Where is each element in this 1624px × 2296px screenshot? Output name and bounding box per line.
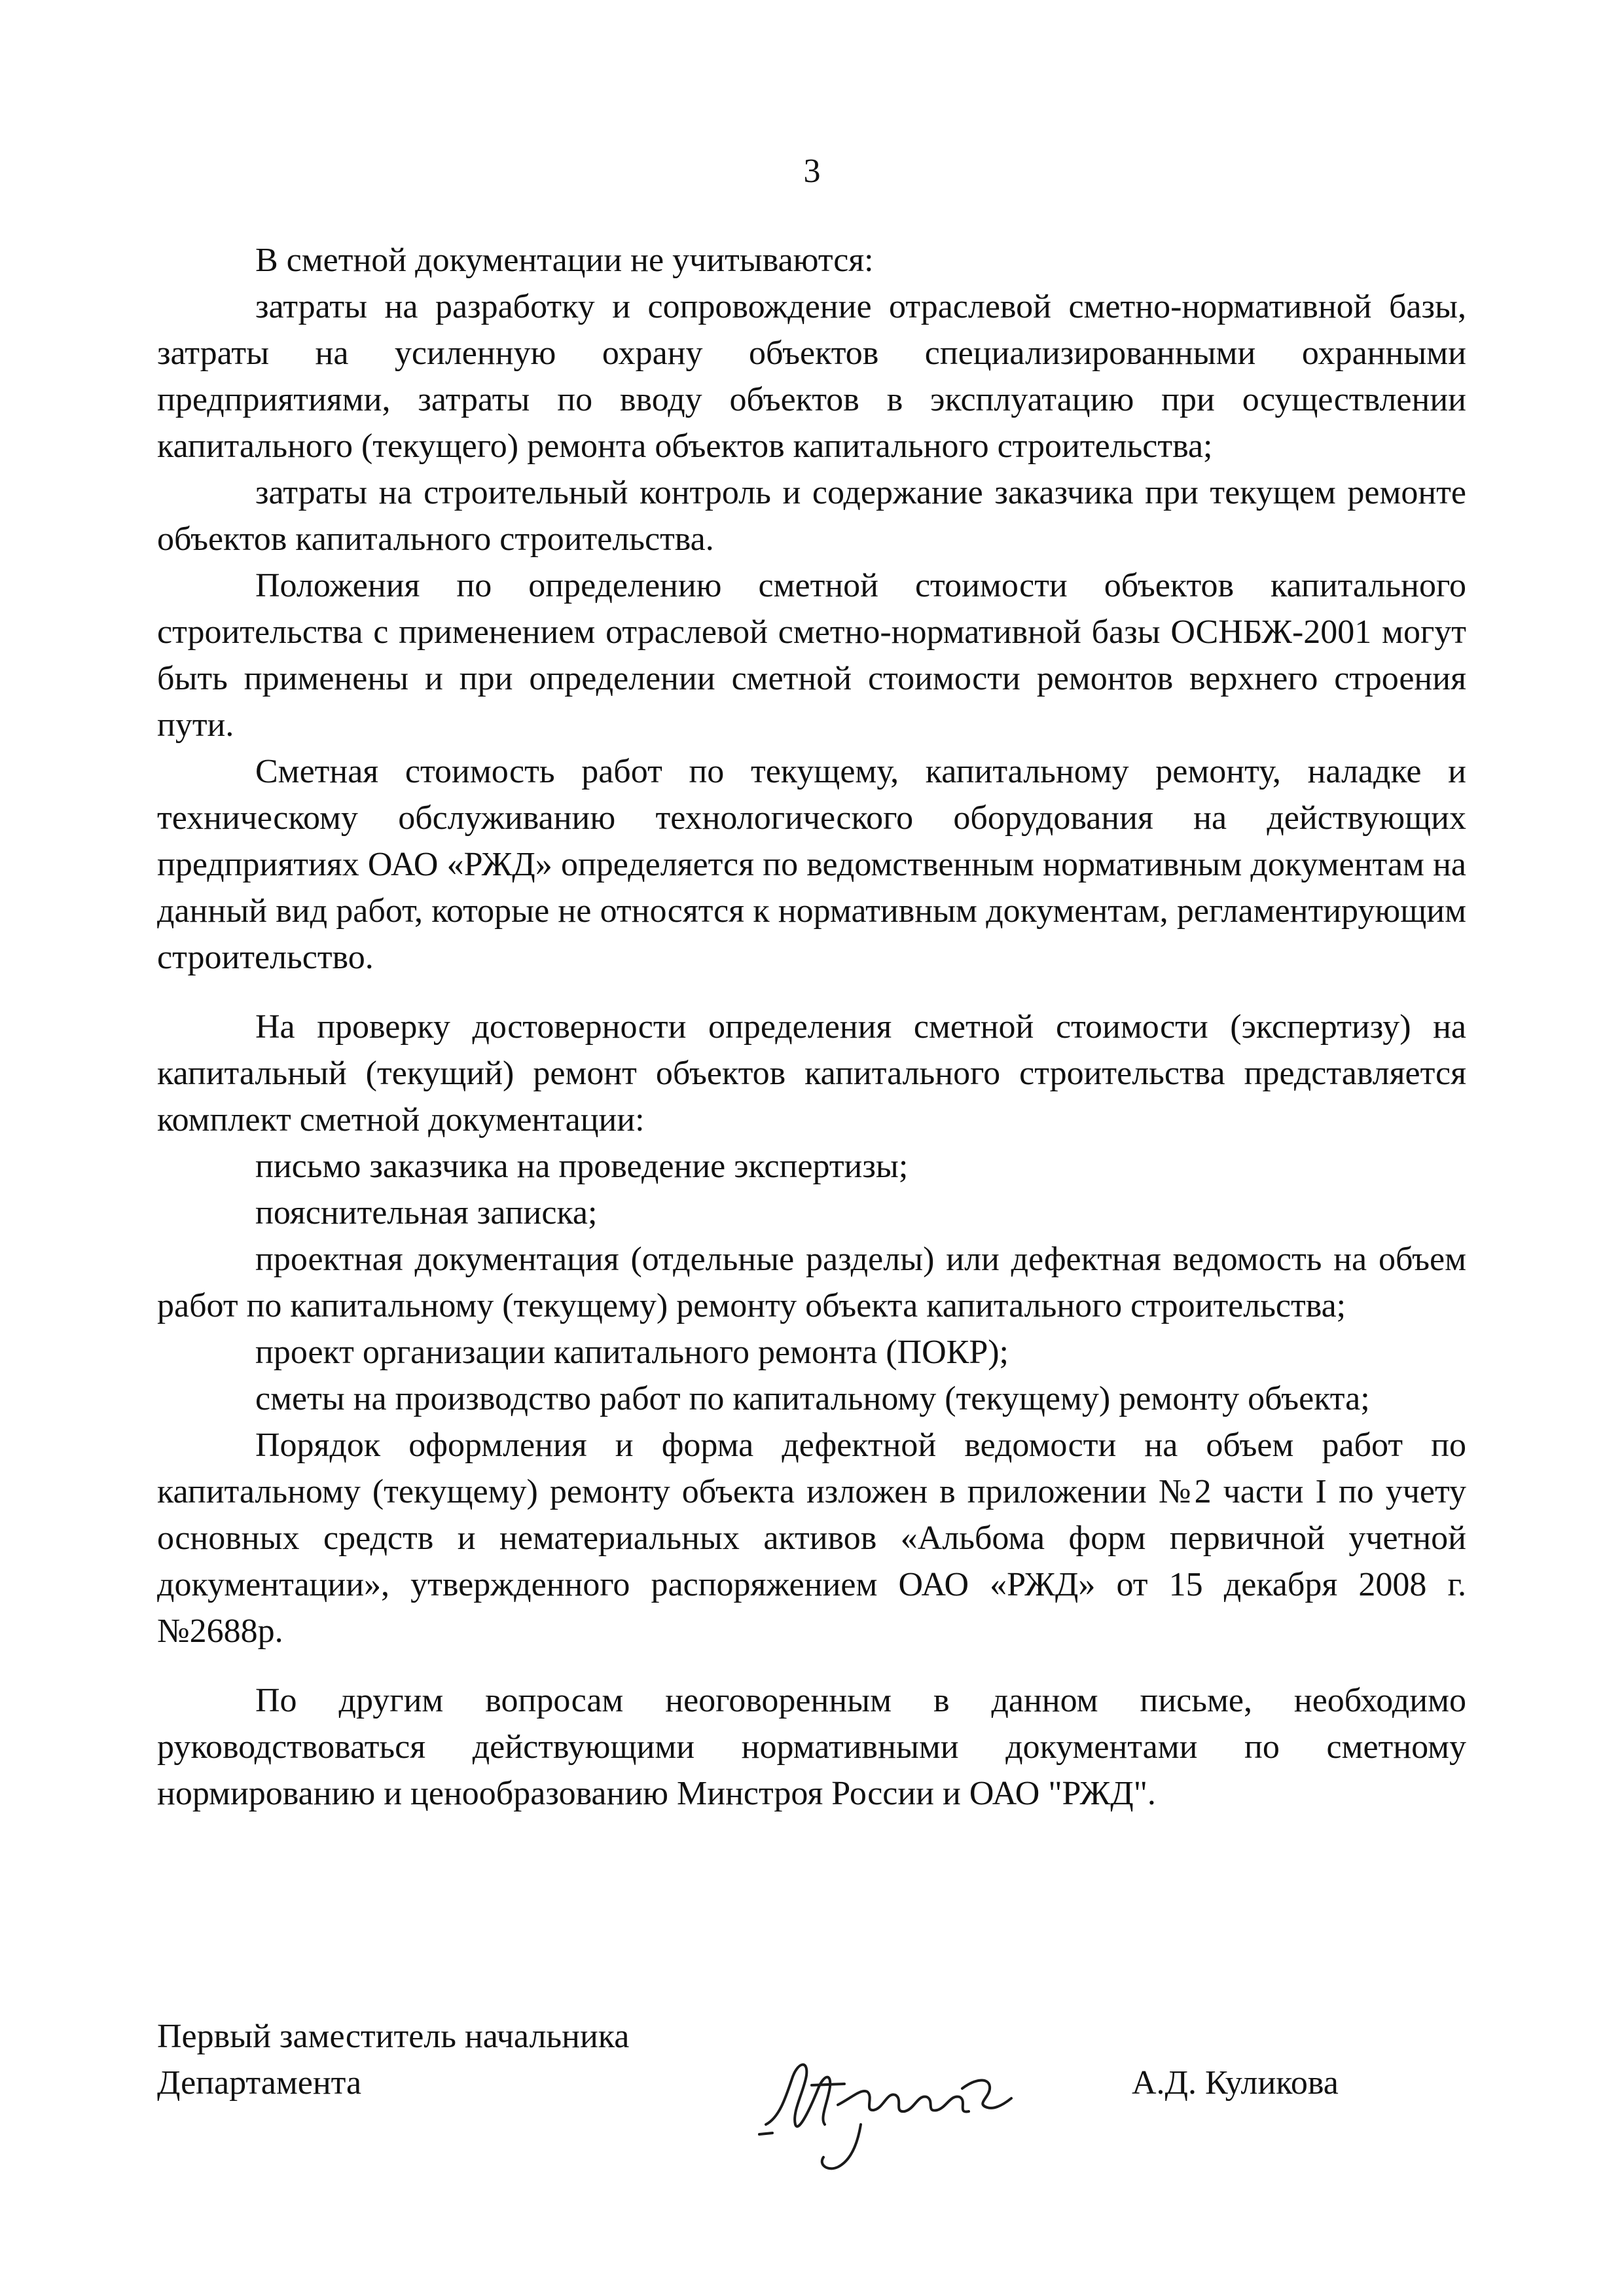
paragraph-costs-control: затраты на строительный контроль и содержание заказчика при текущем ремонте объектов капитального строительства. <box>157 474 1466 558</box>
paragraph-not-included-heading: В сметной документации не учитываются: <box>255 242 874 279</box>
list-item-explanatory-note: пояснительная записка; <box>255 1194 598 1231</box>
handwritten-signature <box>746 2026 1028 2177</box>
signatory-title <box>157 2013 629 2106</box>
page-number: 3 <box>803 153 821 190</box>
list-item-project-docs: проектная документация (отдельные разделы) или дефектная ведомость на объем работ по капитальному (текущему) ремонту объекта капитального строительства; <box>157 1241 1466 1324</box>
signatory-name: А.Д. Куликова <box>1132 2064 1339 2102</box>
list-item-estimates: сметы на производство работ по капитальному (текущему) ремонту объекта; <box>255 1380 1370 1417</box>
paragraph-costs-base: затраты на разработку и сопровождение отраслевой сметно-нормативной базы, затраты на усиленную охрану объектов специализированными охранными предприятиями, затраты по вводу объектов в эксплуатацию при осуществлении капитального (текущего) ремонта объектов капитального строительства; <box>157 288 1466 465</box>
list-item-customer-letter: письмо заказчика на проведение экспертизы; <box>255 1148 909 1185</box>
signatory-title-line1: Первый заместитель начальника <box>157 2018 630 2055</box>
paragraph-other-questions: По другим вопросам неоговоренным в данном письме, необходимо руководствоваться действующими нормативными документами по сметному нормированию и ценообразованию Минстроя России и ОАО "РЖД". <box>157 1682 1466 1812</box>
signatory-title-line2: Департамента <box>157 2064 362 2102</box>
paragraph-osnbzh: Положения по определению сметной стоимости объектов капитального строительства с применением отраслевой сметно-нормативной базы ОСНБЖ-2001 могут быть применены и при определении сметной стоимости ремонтов верхнего строения пути. <box>157 567 1466 744</box>
paragraph-equipment-repair: Сметная стоимость работ по текущему, капитальному ремонту, наладке и техническому обслуживанию технологического оборудования на действующих предприятиях ОАО «РЖД» определяется по ведомственным нормативным документам на данный вид работ, которые не относятся к нормативным документам, регламентирующим строительство. <box>157 753 1466 976</box>
letter-body <box>157 237 1466 1817</box>
list-item-pokr: проект организации капитального ремонта (ПОКР); <box>255 1334 1009 1371</box>
paragraph-defect-statement: Порядок оформления и форма дефектной ведомости на объем работ по капитальному (текущему) ремонту объекта изложен в приложении №2 части I по учету основных средств и нематериальных активов «Альбома форм первичной учетной документации», утвержденного распоряжением ОАО «РЖД» от 15 декабря 2008 г. №2688р. <box>157 1427 1466 1650</box>
paragraph-expertise: На проверку достоверности определения сметной стоимости (экспертизу) на капитальный (текущий) ремонт объектов капитального строительства представляется комплект сметной документации: <box>157 1008 1466 1139</box>
signature-block <box>157 2013 1466 2144</box>
